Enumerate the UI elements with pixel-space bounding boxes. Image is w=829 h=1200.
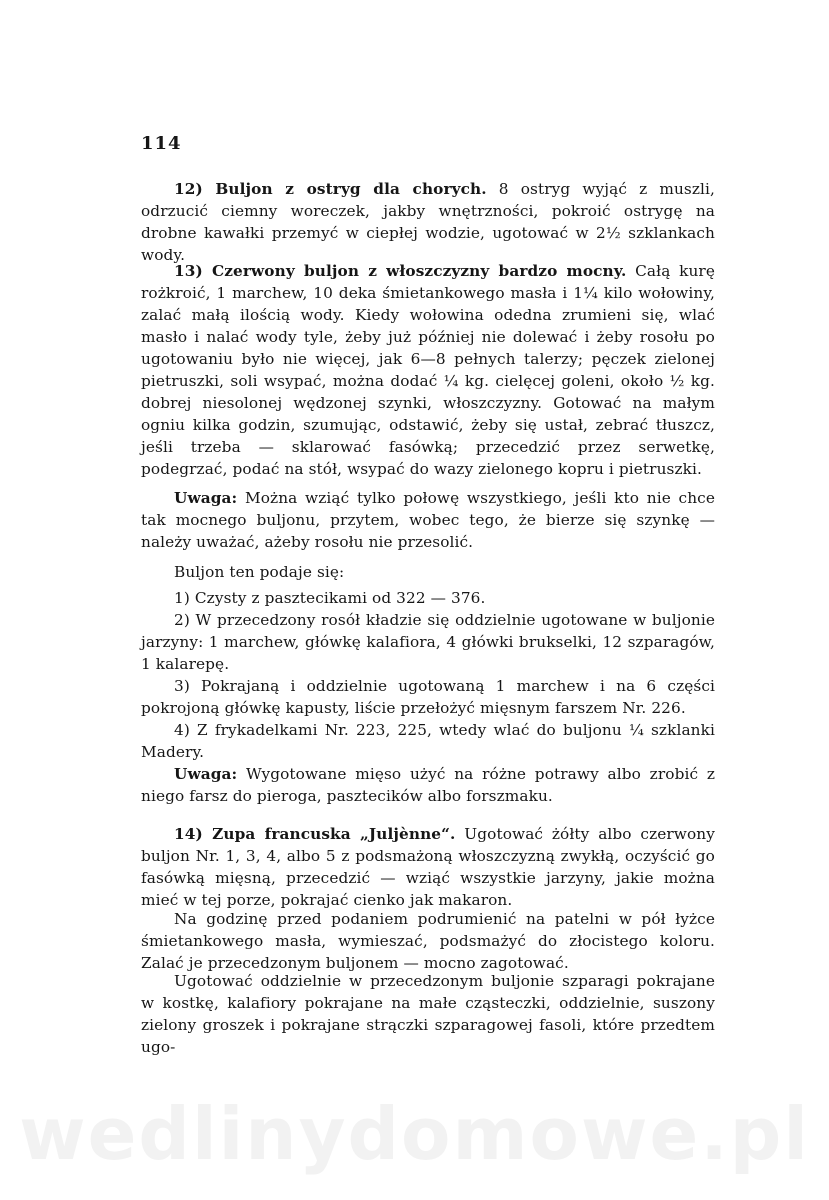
note-2 — [141, 763, 715, 807]
recipe-12 — [141, 178, 715, 266]
recipe-14-title: 14) Zupa francuska „Juljènne“. — [174, 825, 456, 843]
recipe-14-paragraph-3: Ugotować oddzielnie w przecedzonym buljonie szparagi pokrajane w kostkę, kalafiory pokrajane na małe cząsteczki, oddzielnie, suszony zielony groszek i pokrajane strączki szparagowej fasoli, które przedtem ugo- — [141, 972, 715, 1056]
note-1-label: Uwaga: — [174, 489, 238, 507]
serving-option: 4) Z frykadelkami Nr. 223, 225, wtedy wlać do buljonu ¼ szklanki Madery. — [141, 721, 715, 761]
recipe-12-body: 8 ostryg wyjąć z muszli, odrzucić ciemny woreczek, jakby wnętrzności, pokroić ostrygę na drobne kawałki przemyć w ciepłej wodzie, ugotować w 2½ szklankach wody. — [141, 180, 715, 264]
recipe-13-body: Całą kurę rożkroić, 1 marchew, 10 deka śmietankowego masła i 1¼ kilo wołowiny, zalać małą ilością wody. Kiedy wołowina odedna zrumieni się, wlać masło i nalać wody tyle, żeby już później nie dolewać i żeby rosołu po ugotowaniu było nie więcej, jak 6—8 pełnych talerzy; pęczek zielonej pietruszki, soli wsypać, można dodać ¼ kg. cielęcej goleni, około ½ kg. dobrej niesolonej wędzonej szynki, włoszczyzny. Gotować na małym ogniu kilka godzin, szumując, odstawić, żeby się ustał, zebrać tłuszcz, jeśli trzeba — sklarować fasówką; przecedzić przez serwetkę, podegrzać, podać na stół, wsypać do wazy zielonego kopru i pietruszki. — [141, 262, 715, 478]
watermark: wedlinydomowe.pl — [19, 1092, 810, 1176]
recipe-14 — [141, 823, 715, 911]
note-1 — [141, 487, 715, 553]
serving-intro: Buljon ten podaje się: — [174, 563, 345, 581]
recipe-13 — [141, 260, 715, 480]
serving-option: 2) W przecedzony rosół kładzie się oddzielnie ugotowane w buljonie jarzyny: 1 marchew, główkę kalafiora, 4 główki brukselki, 12 szparagów, 1 kalarepę. — [141, 611, 715, 673]
serving-option: 3) Pokrajaną i oddzielnie ugotowaną 1 marchew i na 6 części pokrojoną główkę kapusty, liście przełożyć mięsnym farszem Nr. 226. — [141, 677, 715, 717]
note-2-body: Wygotowane mięso użyć na różne potrawy albo zrobić z niego farsz do pieroga, pasztecików albo forszmaku. — [141, 765, 715, 805]
serving-option: 1) Czysty z pasztecikami od 322 — 376. — [174, 589, 486, 607]
recipe-13-title: 13) Czerwony buljon z włoszczyzny bardzo mocny. — [174, 262, 627, 280]
note-1-body: Można wziąć tylko połowę wszystkiego, jeśli kto nie chce tak mocnego buljonu, przytem, wobec tego, że bierze się szynkę — należy uważać, ażeby rosołu nie przesolić. — [141, 489, 715, 551]
serving-options-list — [141, 587, 715, 763]
recipe-12-title: 12) Buljon z ostryg dla chorych. — [174, 180, 487, 198]
note-2-label: Uwaga: — [174, 765, 238, 783]
recipe-14-body: Ugotować żółty albo czerwony buljon Nr. 1, 3, 4, albo 5 z podsmażoną włoszczyzną zwykłą, oczyścić go fasówką mięsną, przecedzić — wziąć wszystkie jarzyny, jakie można mieć w tej porze, pokrajać cienko jak makaron. — [141, 825, 715, 909]
page-number: 114 — [141, 133, 182, 154]
recipe-14-paragraph-2: Na godzinę przed podaniem podrumienić na patelni w pół łyżce śmietankowego masła, wymieszać, podsmażyć do złocistego koloru. Zalać je przecedzonym buljonem — mocno zagotować. — [141, 910, 715, 972]
